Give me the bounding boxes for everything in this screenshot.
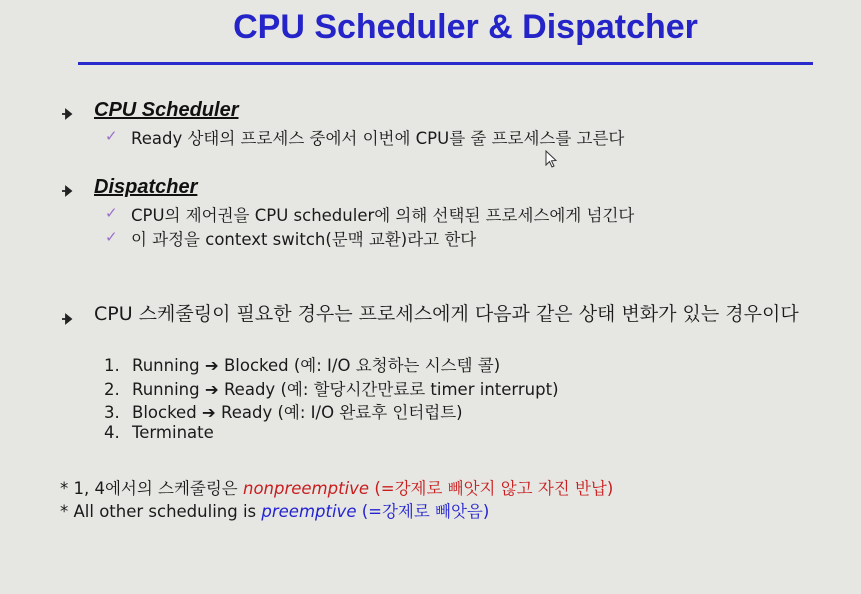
section-heading-cpu-scheduler: CPU Scheduler [94, 99, 239, 121]
state-from: Blocked [132, 403, 197, 422]
arrow-bullet-icon [61, 107, 75, 121]
case-text: Terminate [132, 423, 214, 442]
check-icon: ✓ [105, 228, 118, 246]
slide-title: CPU Scheduler & Dispatcher [233, 8, 698, 46]
list-item [104, 376, 559, 400]
nonpreemptive-note [60, 475, 613, 499]
case-note: (예: I/O 완료후 인터럽트) [277, 403, 463, 422]
section-heading-dispatcher: Dispatcher [94, 176, 198, 198]
state-from: Running [132, 380, 200, 399]
note-keyword-preemptive: preemptive [261, 502, 357, 521]
arrow-icon: ➔ [204, 356, 219, 375]
list-item [104, 352, 500, 376]
list-item [104, 399, 463, 423]
note-suffix: (=강제로 빼앗지 않고 자진 반납) [369, 479, 614, 498]
check-icon: ✓ [105, 204, 118, 222]
cpu-scheduler-description: Ready 상태의 프로세스 중에서 이번에 CPU를 줄 프로세스를 고른다 [131, 129, 625, 148]
note-prefix: * All other scheduling is [60, 502, 262, 521]
case-note: (예: 할당시간만료로 timer interrupt) [280, 380, 559, 399]
check-icon: ✓ [105, 127, 118, 145]
case-note: (예: I/O 요청하는 시스템 콜) [293, 356, 501, 375]
scheduling-condition-text: CPU 스케줄링이 필요한 경우는 프로세스에게 다음과 같은 상태 변화가 있는 경우이다 [94, 303, 799, 325]
arrow-bullet-icon [61, 184, 75, 198]
note-prefix: * 1, 4에서의 스케줄링은 [60, 479, 243, 498]
dispatcher-description-2: 이 과정을 context switch(문맥 교환)라고 한다 [131, 230, 477, 249]
list-item [104, 423, 214, 442]
list-number: 3. [104, 403, 120, 422]
note-suffix: (=강제로 빼앗음) [356, 502, 490, 521]
arrow-icon: ➔ [204, 380, 219, 399]
arrow-icon: ➔ [201, 403, 216, 422]
preemptive-note [60, 498, 489, 522]
note-keyword-nonpreemptive: nonpreemptive [242, 479, 370, 498]
list-number: 1. [104, 356, 120, 375]
state-to: Ready [223, 380, 276, 399]
list-number: 2. [104, 380, 120, 399]
title-underline [78, 62, 813, 65]
arrow-bullet-icon [61, 312, 75, 326]
state-from: Running [132, 356, 200, 375]
state-to: Ready [221, 403, 273, 422]
list-number: 4. [104, 423, 120, 442]
dispatcher-description-1: CPU의 제어권을 CPU scheduler에 의해 선택된 프로세스에게 넘긴다 [131, 206, 635, 225]
mouse-cursor-icon [545, 150, 559, 170]
state-to: Blocked [223, 356, 289, 375]
